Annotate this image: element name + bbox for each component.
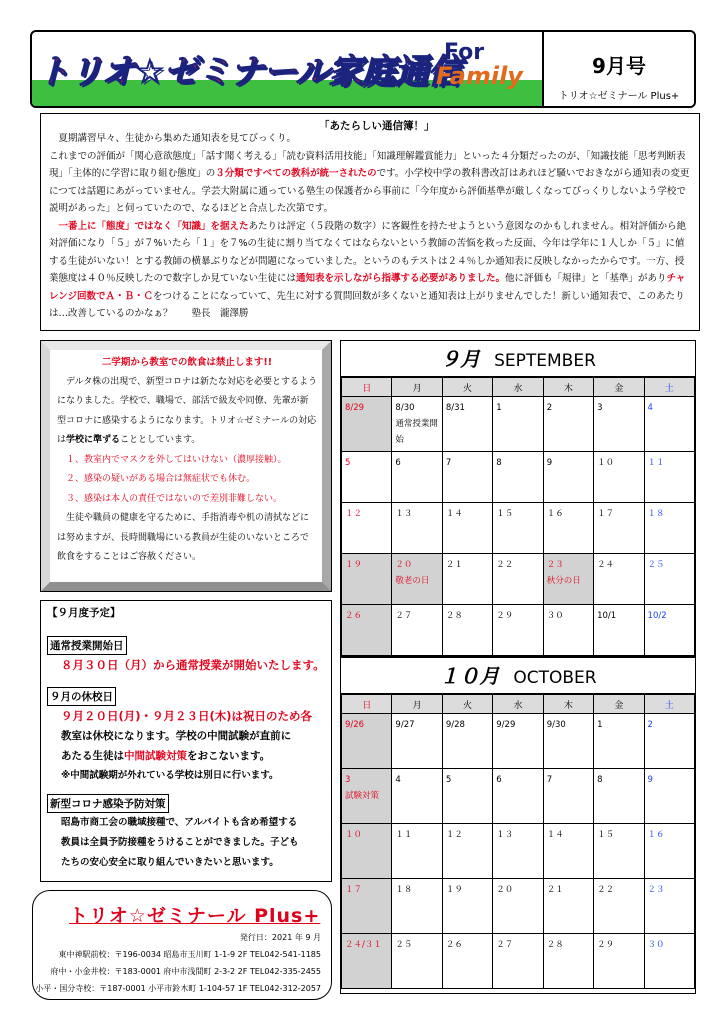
- day-number: ２８: [546, 940, 564, 950]
- day-number: 9/27: [395, 720, 415, 730]
- calendar-day-cell: [594, 879, 644, 934]
- day-number: 9/29: [496, 720, 516, 730]
- calendar-day-cell: [392, 397, 442, 452]
- calendar-october: [340, 657, 696, 994]
- section-covid-prevention: 新型コロナ感染予防対策: [47, 794, 169, 813]
- day-number: １１: [647, 458, 665, 468]
- calendar-day-cell: [543, 554, 593, 605]
- calendar-week-row: [342, 605, 695, 656]
- holiday-line-3: あたる生徒は中間試験対策をおこないます。: [61, 750, 271, 762]
- calendar-grid: [341, 377, 695, 656]
- calendar-day-cell: [594, 554, 644, 605]
- calendar-day-cell: [644, 824, 694, 879]
- day-number: 3: [345, 775, 351, 785]
- calendar-day-cell: [493, 934, 543, 989]
- holiday-note: ※中間試験期が外れている学校は別日に行います。: [61, 770, 279, 781]
- weekday-header: 水: [493, 378, 543, 397]
- calendar-day-cell: [442, 605, 492, 656]
- calendar-day-cell: [594, 397, 644, 452]
- day-number: ２３: [647, 885, 665, 895]
- calendar-day-cell: [594, 824, 644, 879]
- calendar-day-cell: [342, 769, 392, 824]
- weekday-header: 木: [543, 378, 593, 397]
- day-number: 9/30: [546, 720, 566, 730]
- day-number: 10/1: [597, 611, 617, 621]
- school-logo-text: トリオ☆ゼミナール Plus+: [69, 905, 321, 927]
- calendar-day-cell: [543, 605, 593, 656]
- calendar-week-row: [342, 503, 695, 554]
- calendar-day-cell: [644, 554, 694, 605]
- day-number: 1: [597, 720, 603, 730]
- day-number: ２０: [496, 885, 514, 895]
- covid-intro: デルタ株の出現で、新型コロナは新たな対応を必要とするようになりました。学校で、職場で、部活で級友や同僚、先輩が新型コロナに感染するようになります。トリオ☆ゼミナールの対応は学校に準ずることとしています。: [57, 376, 318, 445]
- day-number: 8/31: [445, 403, 465, 413]
- calendar-day-cell: [543, 879, 593, 934]
- weekday-header: 日: [342, 378, 392, 397]
- calendar-day-cell: [493, 824, 543, 879]
- schedule-heading: 【９月度予定】: [47, 607, 121, 619]
- notice-title: 「あたらしい通信簿！」: [319, 120, 435, 132]
- day-number: １７: [345, 885, 363, 895]
- calendar-week-row: [342, 452, 695, 503]
- day-number: １０: [597, 458, 615, 468]
- calendar-day-cell: [493, 397, 543, 452]
- calendar-day-cell: [493, 605, 543, 656]
- calendar-day-cell: [644, 503, 694, 554]
- day-number: ２４/３１: [345, 940, 382, 950]
- calendar-day-cell: [442, 934, 492, 989]
- section-class-start: 通常授業開始日: [47, 636, 127, 655]
- calendar-week-row: [342, 769, 695, 824]
- calendar-day-cell: [594, 503, 644, 554]
- calendar-day-cell: [342, 824, 392, 879]
- class-start-text: ８月３０日（月）から通常授業が開始いたします。: [61, 658, 325, 672]
- day-number: 6: [395, 458, 401, 468]
- calendar-day-cell: [493, 503, 543, 554]
- calendar-day-cell: [543, 769, 593, 824]
- covid-rule-3: ３、感染は本人の責任ではないので差別非難しない。: [66, 493, 283, 504]
- calendar-day-cell: [493, 769, 543, 824]
- day-number: ２３: [546, 560, 564, 570]
- calendar-day-cell: [342, 605, 392, 656]
- calendar-day-cell: [493, 452, 543, 503]
- day-number: 9: [546, 458, 553, 468]
- day-number: 9: [647, 775, 653, 785]
- calendar-day-cell: [594, 605, 644, 656]
- vaccine-line-3: たちの安心安全に取り組んでいきたいと思います。: [61, 857, 279, 868]
- day-number: ２２: [597, 885, 615, 895]
- family-label: Family: [436, 62, 523, 90]
- notice-paragraph-1: 夏期講習早々、生徒から集めた通知表を見てびっくり。: [58, 133, 297, 144]
- day-number: 1: [496, 403, 502, 413]
- weekday-header: 日: [342, 695, 392, 714]
- calendar-day-cell: [594, 769, 644, 824]
- calendar-grid: [341, 694, 695, 989]
- calendar-day-cell: [342, 397, 392, 452]
- notice-box: [40, 113, 700, 331]
- day-number: １７: [597, 509, 615, 519]
- calendar-day-cell: [543, 824, 593, 879]
- day-number: ２９: [597, 940, 615, 950]
- calendar-day-cell: [594, 934, 644, 989]
- calendar-day-cell: [543, 503, 593, 554]
- day-number: １８: [647, 509, 665, 519]
- calendar-day-cell: [442, 879, 492, 934]
- holiday-line-2: 教室は休校になります。学校の中間試験が直前に: [61, 730, 292, 742]
- calendar-day-cell: [543, 397, 593, 452]
- day-number: 6: [496, 775, 502, 785]
- calendar-day-cell: [442, 769, 492, 824]
- campus-address-1: 東中神駅前校：〒196-0034 昭島市玉川町 1-1-9 2F TEL042-541-1185: [58, 950, 321, 959]
- day-number: 8/30: [395, 403, 415, 413]
- day-number: 8/29: [345, 403, 365, 413]
- day-number: 4: [395, 775, 401, 785]
- day-number: １１: [395, 830, 413, 840]
- calendar-week-row: [342, 824, 695, 879]
- calendar-day-cell: [342, 503, 392, 554]
- calendar-week-row: [342, 554, 695, 605]
- campus-address-2: 府中・小金井校：〒183-0001 府中市浅間町 2-3-2 2F TEL042-335-2455: [50, 967, 321, 976]
- day-number: ２１: [445, 560, 463, 570]
- day-number: ３０: [647, 940, 665, 950]
- calendar-day-cell: [543, 452, 593, 503]
- covid-rule-2: ２、感染の疑いがある場合は無症状でも休む。: [66, 474, 256, 484]
- day-number: 2: [546, 403, 553, 413]
- day-number: 7: [445, 458, 452, 468]
- calendar-day-cell: [392, 605, 442, 656]
- day-number: １２: [345, 509, 363, 519]
- calendar-week-row: [342, 397, 695, 452]
- calendar-day-cell: [342, 934, 392, 989]
- calendar-day-cell: [442, 824, 492, 879]
- calendar-day-cell: [392, 824, 442, 879]
- day-number: 5: [445, 775, 452, 785]
- day-number: 2: [647, 720, 653, 730]
- weekday-header: 土: [644, 695, 694, 714]
- calendar-day-cell: [442, 714, 492, 769]
- weekday-header: 木: [543, 695, 593, 714]
- calendar-day-cell: [392, 769, 442, 824]
- calendar-week-row: [342, 934, 695, 989]
- weekday-header: 金: [594, 378, 644, 397]
- day-number: １５: [496, 509, 514, 519]
- day-note: 試験対策: [345, 791, 380, 801]
- for-label: For: [444, 40, 485, 65]
- day-number: １４: [546, 830, 564, 840]
- calendar-day-cell: [493, 879, 543, 934]
- calendar-day-cell: [594, 714, 644, 769]
- vaccine-line-2: 教員は全員予防接種をうけることができました。子ども: [61, 837, 299, 848]
- day-number: ２６: [345, 611, 363, 621]
- day-number: １３: [496, 830, 514, 840]
- day-number: ２７: [395, 611, 413, 621]
- weekday-header: 火: [442, 695, 492, 714]
- day-number: 3: [597, 403, 603, 413]
- weekday-header: 土: [644, 378, 694, 397]
- weekday-header: 月: [392, 378, 442, 397]
- calendar-day-cell: [594, 452, 644, 503]
- newsletter-header: [30, 30, 696, 108]
- day-number: ２９: [496, 611, 514, 621]
- calendar-day-cell: [342, 879, 392, 934]
- calendar-day-cell: [392, 554, 442, 605]
- footer-box: [32, 890, 332, 1000]
- calendar-week-row: [342, 714, 695, 769]
- calendar-day-cell: [543, 934, 593, 989]
- day-number: ２２: [496, 560, 514, 570]
- day-number: １２: [445, 830, 463, 840]
- school-name: トリオ☆ゼミナール Plus+: [558, 91, 680, 102]
- vaccine-line-1: 昭島市商工会の職域接種で、アルバイトも含め希望する: [61, 817, 298, 828]
- day-number: １９: [345, 560, 363, 570]
- day-number: 9/26: [345, 720, 365, 730]
- calendar-day-cell: [644, 452, 694, 503]
- issue-date: 発行日：2021 年 9 月: [239, 933, 321, 942]
- day-number: 8: [597, 775, 603, 785]
- day-number: １８: [395, 885, 413, 895]
- day-number: ２５: [395, 940, 413, 950]
- calendar-day-cell: [644, 397, 694, 452]
- calendar-september: [340, 340, 696, 657]
- day-number: 10/2: [647, 611, 667, 621]
- day-number: 8: [496, 458, 502, 468]
- calendar-day-cell: [342, 714, 392, 769]
- schedule-box: [40, 600, 332, 882]
- day-number: ２７: [496, 940, 514, 950]
- calendar-day-cell: [644, 879, 694, 934]
- calendar-day-cell: [442, 503, 492, 554]
- day-note: 敬老の日: [395, 576, 430, 586]
- day-number: 5: [345, 458, 351, 468]
- calendar-day-cell: [644, 714, 694, 769]
- calendar-day-cell: [493, 554, 543, 605]
- day-note: 通常授業開始: [395, 419, 438, 445]
- calendar-day-cell: [493, 714, 543, 769]
- weekday-header: 月: [392, 695, 442, 714]
- calendar-day-cell: [442, 554, 492, 605]
- day-number: 4: [647, 403, 653, 413]
- covid-notice-box: [40, 340, 332, 592]
- day-number: １０: [345, 830, 363, 840]
- calendar-day-cell: [342, 554, 392, 605]
- calendar-day-cell: [392, 503, 442, 554]
- day-number: ２０: [395, 560, 413, 570]
- calendar-day-cell: [644, 934, 694, 989]
- day-number: ２１: [546, 885, 564, 895]
- day-number: １４: [445, 509, 463, 519]
- calendar-day-cell: [644, 605, 694, 656]
- day-number: ２８: [445, 611, 463, 621]
- day-number: １６: [546, 509, 564, 519]
- issue-label: 9月号: [592, 54, 646, 78]
- day-number: １９: [445, 885, 463, 895]
- weekday-header: 火: [442, 378, 492, 397]
- newsletter-title: トリオ☆ゼミナール家庭通信: [36, 52, 461, 92]
- calendar-day-cell: [342, 452, 392, 503]
- day-number: １６: [647, 830, 665, 840]
- covid-outro: 生徒や職員の健康を守るために、手指消毒や机の清拭などには努めますが、長時間職場にいる教員が生徒のいないところで飲食をすることはご容赦ください。: [57, 513, 310, 562]
- day-note: 秋分の日: [546, 576, 581, 586]
- holiday-line-1: ９月２０日(月)・９月２３日(木)は祝日のため各: [61, 709, 313, 723]
- notice-paragraph-2: これまでの評価が「関心意欲態度」「話す聞く考える」「読む資料活用技能」「知識理解鑑賞能力」といった４分類だったのが、「知識技能「思考判断表現」「主体的に学習に取り組む態度」の３分類ですべての教科が統一されたのです。小学校中学の教科書改訂はあれほど騒いでおきながら通知表の変更につては話題にあがっていません。学芸大附属に通っている塾生の保護者から事前に「今年度から評価基準が厳しくなってびっくりしないよう学校で説明があった」と伺っていたので、なるほどと合点した次第です。: [49, 150, 690, 214]
- day-number: １３: [395, 509, 413, 519]
- covid-title: 二学期から教室での飲食は禁止します!!: [101, 357, 273, 368]
- weekday-header: 金: [594, 695, 644, 714]
- calendar-day-cell: [392, 714, 442, 769]
- calendar-title: １０月 OCTOBER: [341, 658, 695, 694]
- calendar-title: ９月 SEPTEMBER: [341, 341, 695, 377]
- day-number: ２４: [597, 560, 615, 570]
- calendar-day-cell: [543, 714, 593, 769]
- calendar-day-cell: [442, 397, 492, 452]
- calendar-day-cell: [392, 452, 442, 503]
- day-number: ３０: [546, 611, 564, 621]
- day-number: 7: [546, 775, 553, 785]
- calendar-day-cell: [644, 769, 694, 824]
- calendar-day-cell: [392, 879, 442, 934]
- section-holidays: ９月の休校日: [47, 687, 116, 706]
- day-number: ２５: [647, 560, 665, 570]
- day-number: １５: [597, 830, 615, 840]
- issue-panel: [542, 32, 694, 106]
- weekday-header: 水: [493, 695, 543, 714]
- campus-address-3: 小平・国分寺校：〒187-0001 小平市鈴木町 1-104-57 1F TEL042-312-2057: [35, 984, 321, 993]
- notice-paragraph-3: 一番上に「態度」ではなく「知識」を据えたあたりは評定（５段階の数字）に客観性を持たせようという意図なのかもしれません。相対評価から絶対評価になり「５」が７%いたら「１」を７%の生徒に割り当てなくてはならないという教師の苦悩を救った反面、今年は学年に１人しか「５」に値する生徒がいない！とする教師の横暴ぶりなどが問題になっていました。というのもテストは２４％しか通知表に反映しなかったからです。一方、授業態度は４０％反映したので数字しか見ていない生徒には通知表を示しながら指導する必要がありました。他に評価も「規律」と「基準」がありチャレンジ回数でＡ・Ｂ・Ｃをつけることになっていて、先生に対する質問回数が多くないと通知表は上がりませんでした！新しい通知表で、このあたりは…改善しているのかなぁ？ 塾長 瀧澤勝: [49, 220, 687, 319]
- day-number: ２６: [445, 940, 463, 950]
- day-number: 9/28: [445, 720, 465, 730]
- calendar-day-cell: [442, 452, 492, 503]
- calendar-week-row: [342, 879, 695, 934]
- covid-rule-1: １、教室内でマスクを外してはいけない（濃厚接触）。: [66, 454, 287, 465]
- calendar-day-cell: [392, 934, 442, 989]
